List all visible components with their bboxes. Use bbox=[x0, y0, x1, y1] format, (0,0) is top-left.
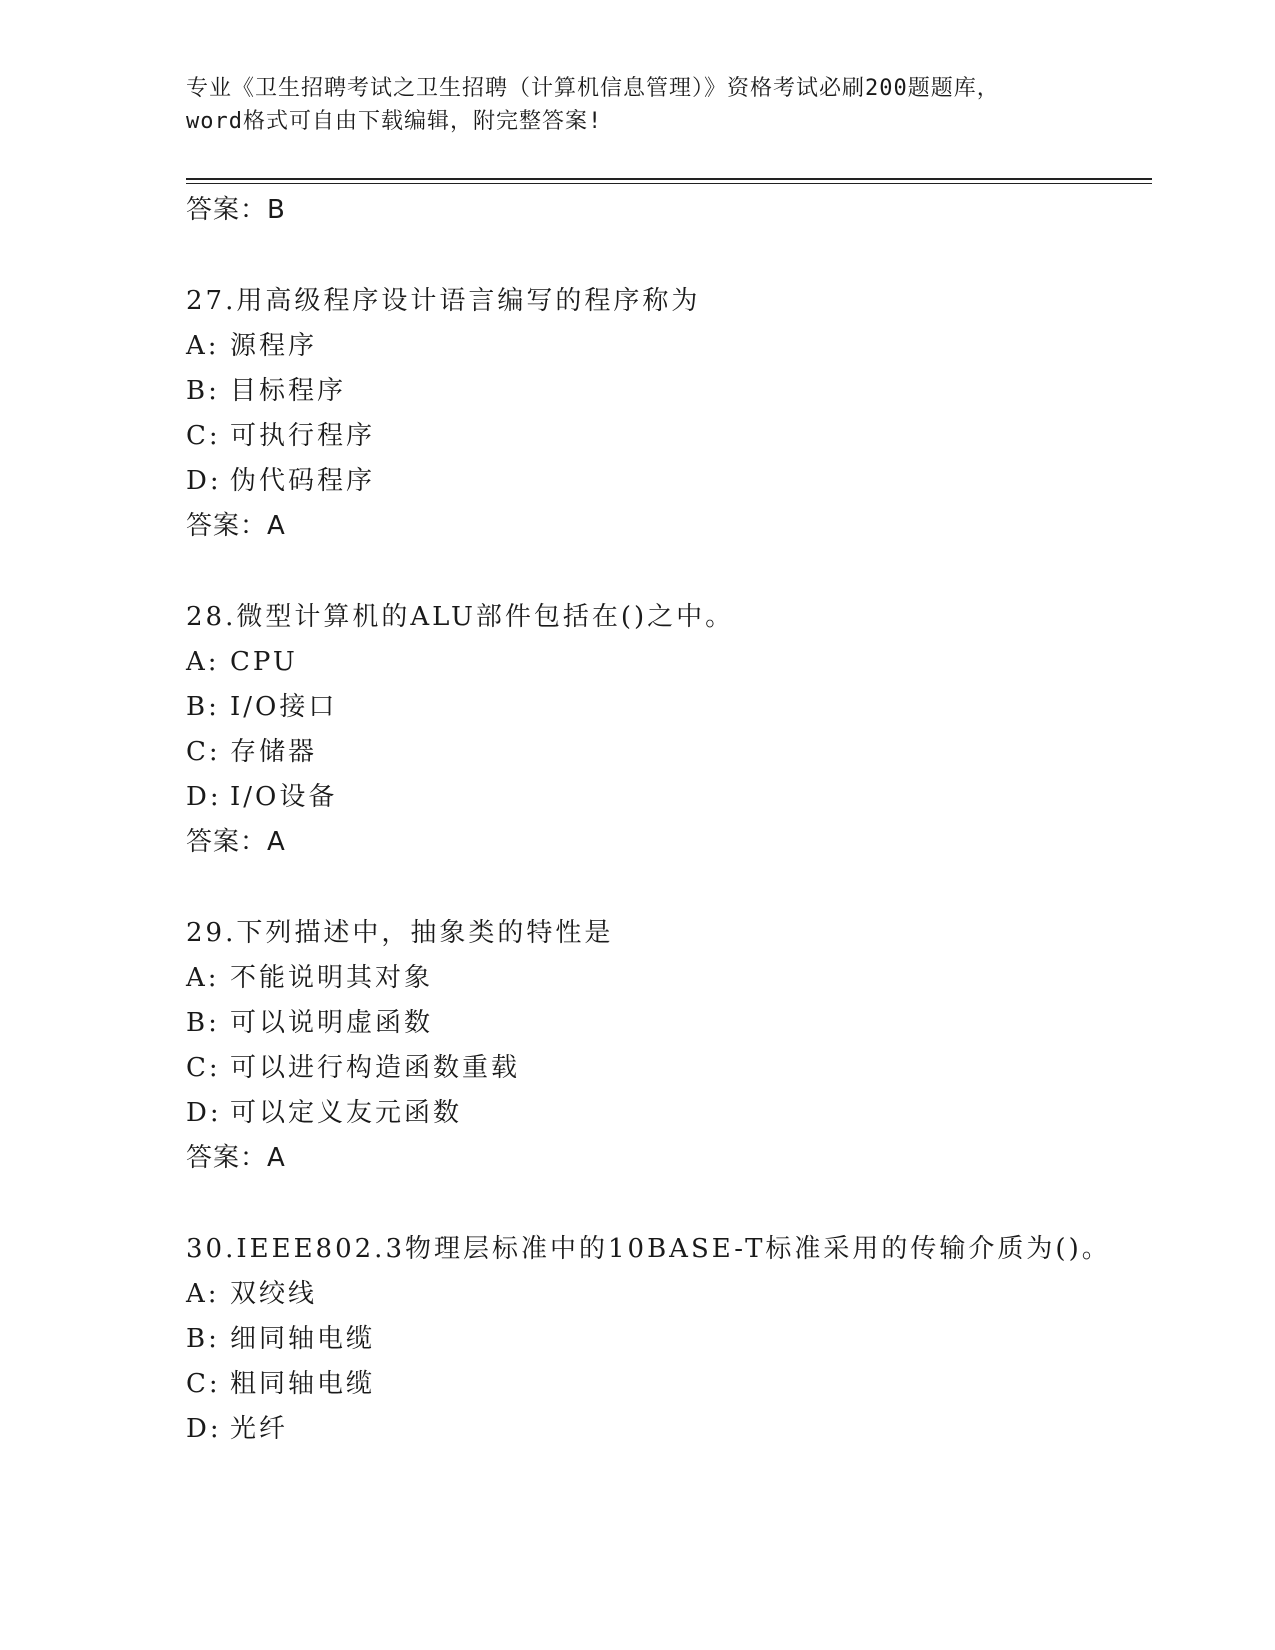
option-text: 可以进行构造函数重载 bbox=[230, 1053, 521, 1083]
option-text: 目标程序 bbox=[230, 376, 347, 406]
answer-line: 答案：A bbox=[186, 511, 286, 541]
option-letter: B: bbox=[186, 1008, 220, 1038]
option-b bbox=[186, 685, 1152, 730]
option-b bbox=[186, 1001, 1152, 1046]
header-divider-thick bbox=[186, 178, 1152, 180]
question-item bbox=[186, 1227, 1152, 1452]
option-letter: A: bbox=[186, 331, 220, 361]
question-stem: 30.IEEE802.3物理层标准中的10BASE-T标准采用的传输介质为()。 bbox=[186, 1234, 1111, 1264]
option-letter: D: bbox=[186, 1098, 222, 1128]
header-divider-thin bbox=[186, 183, 1152, 184]
option-text: 可执行程序 bbox=[230, 421, 376, 451]
option-a bbox=[186, 1272, 1152, 1317]
question-item bbox=[186, 595, 1152, 865]
option-letter: C: bbox=[186, 737, 221, 767]
option-a bbox=[186, 640, 1152, 685]
question-item bbox=[186, 911, 1152, 1181]
document-header bbox=[186, 72, 1116, 138]
option-text: I/O接口 bbox=[230, 692, 338, 722]
option-b bbox=[186, 369, 1152, 414]
option-c bbox=[186, 1046, 1152, 1091]
option-letter: B: bbox=[186, 376, 220, 406]
answer-line: 答案：B bbox=[186, 195, 286, 225]
option-text: 可以说明虚函数 bbox=[230, 1008, 434, 1038]
option-text: 可以定义友元函数 bbox=[230, 1098, 463, 1128]
question-stem: 27.用高级程序设计语言编写的程序称为 bbox=[186, 286, 701, 316]
option-a bbox=[186, 324, 1152, 369]
option-text: 不能说明其对象 bbox=[230, 963, 434, 993]
header-title-line-1: 专业《卫生招聘考试之卫生招聘（计算机信息管理）》资格考试必刷200题题库， bbox=[186, 76, 1000, 101]
answer-line: 答案：A bbox=[186, 1143, 286, 1173]
question-stem: 29.下列描述中，抽象类的特性是 bbox=[186, 918, 614, 948]
option-text: CPU bbox=[230, 647, 298, 677]
option-d bbox=[186, 775, 1152, 820]
option-text: 双绞线 bbox=[230, 1279, 318, 1309]
option-letter: C: bbox=[186, 1053, 221, 1083]
option-text: 伪代码程序 bbox=[230, 466, 376, 496]
option-c bbox=[186, 1362, 1152, 1407]
question-item bbox=[186, 279, 1152, 549]
option-letter: D: bbox=[186, 782, 222, 812]
option-d bbox=[186, 1091, 1152, 1136]
header-title-line-2: word格式可自由下载编辑，附完整答案! bbox=[186, 109, 603, 134]
option-letter: B: bbox=[186, 1324, 220, 1354]
answer-line: 答案：A bbox=[186, 827, 286, 857]
question-stem: 28.微型计算机的ALU部件包括在()之中。 bbox=[186, 602, 735, 632]
question-list bbox=[186, 188, 1152, 1452]
option-b bbox=[186, 1317, 1152, 1362]
option-c bbox=[186, 730, 1152, 775]
option-text: 粗同轴电缆 bbox=[230, 1369, 376, 1399]
option-d bbox=[186, 1407, 1152, 1452]
option-c bbox=[186, 414, 1152, 459]
option-letter: C: bbox=[186, 421, 221, 451]
option-letter: D: bbox=[186, 1414, 222, 1444]
option-letter: A: bbox=[186, 647, 220, 677]
option-a bbox=[186, 956, 1152, 1001]
option-letter: C: bbox=[186, 1369, 221, 1399]
option-letter: A: bbox=[186, 1279, 220, 1309]
option-letter: D: bbox=[186, 466, 222, 496]
option-letter: B: bbox=[186, 692, 220, 722]
option-d bbox=[186, 459, 1152, 504]
option-text: I/O设备 bbox=[230, 782, 338, 812]
option-letter: A: bbox=[186, 963, 220, 993]
option-text: 源程序 bbox=[230, 331, 318, 361]
option-text: 存储器 bbox=[230, 737, 318, 767]
option-text: 光纤 bbox=[230, 1414, 289, 1444]
option-text: 细同轴电缆 bbox=[230, 1324, 376, 1354]
